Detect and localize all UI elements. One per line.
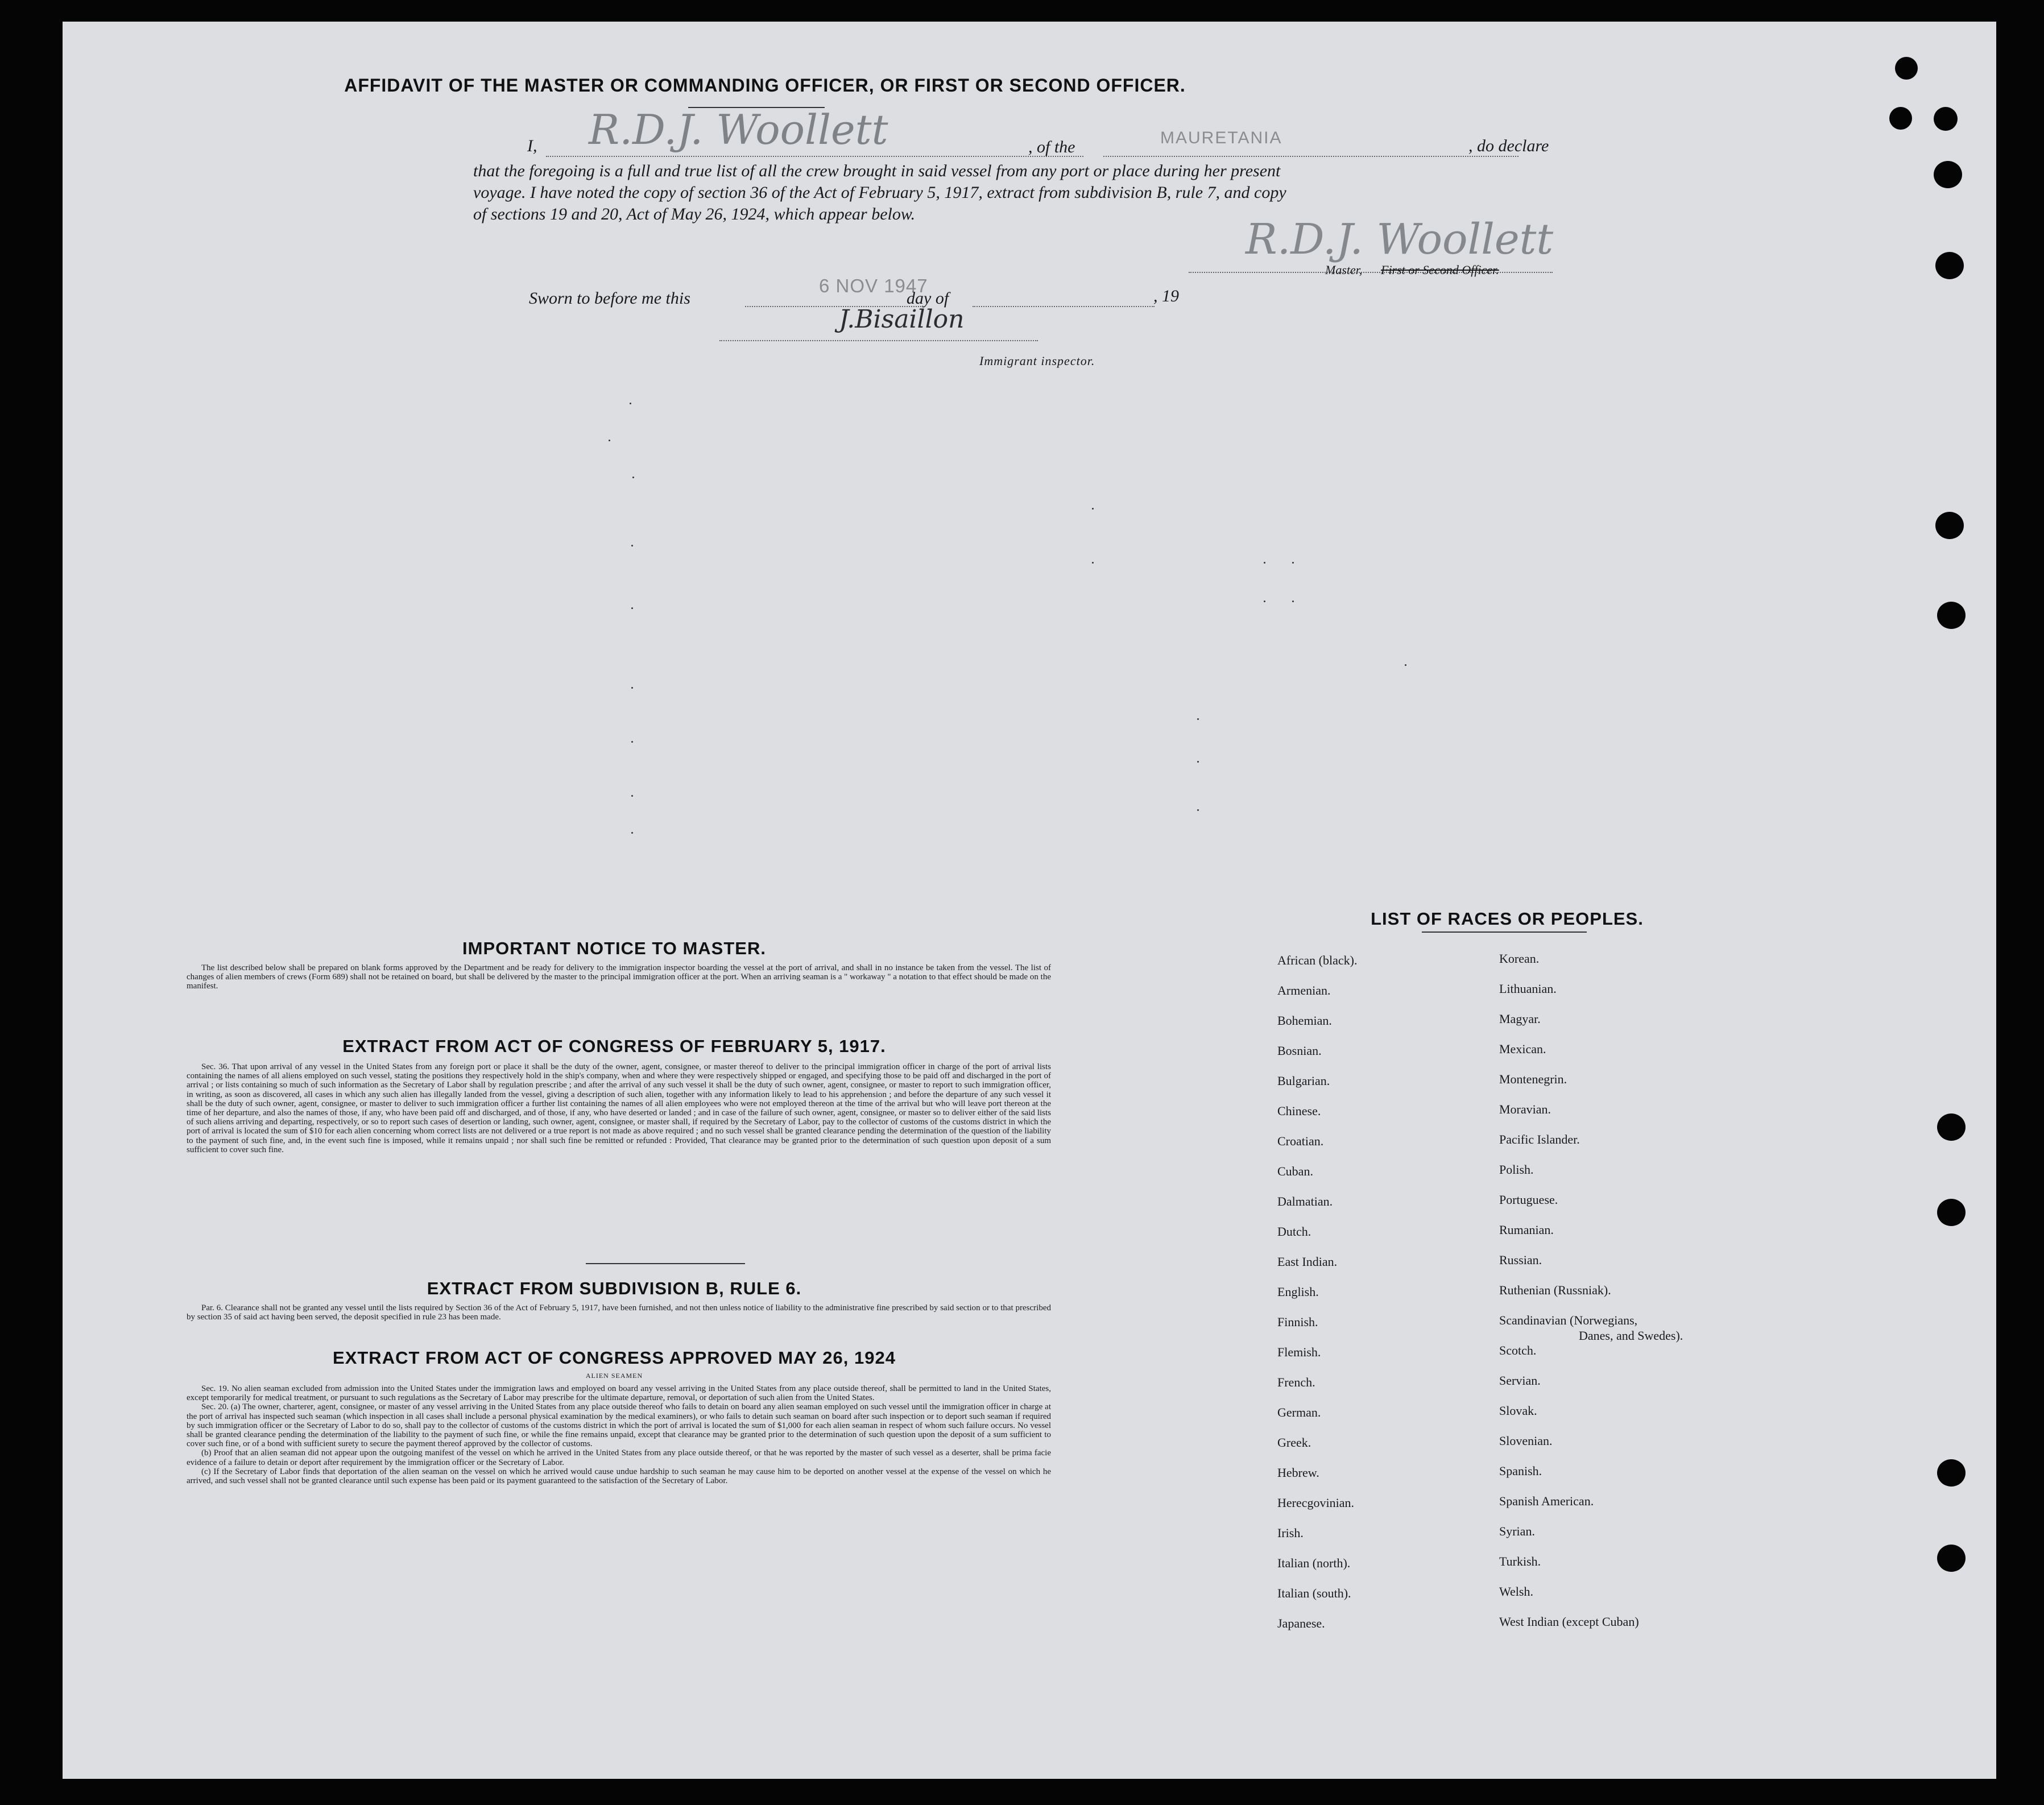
race-item: Spanish. [1499, 1464, 1542, 1478]
notice-body [187, 963, 1051, 991]
speck [1264, 562, 1265, 564]
extract-1924-body [187, 1384, 1051, 1485]
race-item: Cuban. [1277, 1164, 1313, 1178]
race-item: Ruthenian (Russniak). [1499, 1283, 1611, 1297]
race-item: Finnish. [1277, 1315, 1318, 1329]
race-item: East Indian. [1277, 1255, 1338, 1269]
race-item: Herecgovinian. [1277, 1496, 1354, 1510]
sec-20c-text: (c) If the Secretary of Labor finds that deportation of the alien seaman on the vessel on which he arrived would cause undue hardship to such seaman he may cause him to be deported on another vessel at the expense of the vessel on which he arrived, and such vessel shall not be granted clearance until such expense has been paid or its payment guaranteed to the satisfaction of the Secretary of Labor. [187, 1467, 1051, 1486]
document-page [63, 22, 1996, 1779]
speck [1197, 809, 1199, 811]
race-item: Magyar. [1499, 1012, 1541, 1026]
punch-hole [1895, 57, 1918, 80]
notice-text: The list described below shall be prepared on blank forms approved by the Department and be ready for delivery to the immigration inspector boarding the vessel at the port of arrival, and shall in no instance be taken from the vessel. The list of changes of alien members of crews (Form 689) shall not be retained on board, but shall be delivered by the master to the principal immigration officer at the port. When an arriving seaman is a " workaway " a notation to that effect should be made on the manifest. [187, 963, 1051, 991]
extract-rule6-text: Par. 6. Clearance shall not be granted any vessel until the lists required by Section 36 of the Act of February 5, 1917, have been furnished, and not then unless notice of liability to the administrative fine prescribed by said section or to that prescribed by section 35 of said act having been served, the deposit specified in rule 23 has been made. [187, 1303, 1051, 1322]
month-line [973, 306, 1155, 307]
vessel-name: MAURETANIA [1160, 129, 1282, 147]
struck-officer-label: First or Second Officer. [1381, 263, 1499, 277]
race-item: Montenegrin. [1499, 1072, 1567, 1086]
race-item: Bulgarian. [1277, 1074, 1330, 1088]
inspector-label: Immigrant inspector. [979, 354, 1095, 368]
punch-hole [1934, 161, 1962, 188]
name-line [546, 156, 1083, 157]
extract-1924-subtitle: ALIEN SEAMEN [585, 1372, 643, 1380]
extract-1917-body [187, 1062, 1051, 1154]
punch-hole [1934, 107, 1958, 131]
race-item: Slovak. [1499, 1404, 1537, 1418]
race-item: West Indian (except Cuban) [1499, 1614, 1639, 1629]
race-item: Scandinavian (Norwegians, [1499, 1313, 1638, 1327]
race-item: Flemish. [1277, 1345, 1321, 1359]
punch-hole [1889, 107, 1912, 130]
race-item: Slovenian. [1499, 1434, 1553, 1448]
speck [1197, 718, 1199, 720]
punch-hole [1937, 1199, 1966, 1226]
speck [631, 607, 633, 609]
speck [1092, 562, 1094, 564]
do-declare-label: , do declare [1468, 136, 1549, 155]
race-item: Scotch. [1499, 1343, 1537, 1357]
race-item: Dalmatian. [1277, 1194, 1333, 1208]
race-item: Croatian. [1277, 1134, 1324, 1148]
master-label: Master, [1325, 263, 1363, 277]
race-item: Chinese. [1277, 1104, 1321, 1118]
inspector-signature: J.Bisaillon [839, 305, 965, 334]
race-item: Polish. [1499, 1162, 1534, 1177]
punch-hole [1935, 512, 1964, 539]
races-title-rule [1422, 932, 1587, 933]
race-continuation: Danes, and Swedes). [1579, 1328, 1683, 1343]
speck [630, 403, 631, 404]
race-item: Greek. [1277, 1435, 1311, 1450]
race-item: Bosnian. [1277, 1044, 1322, 1058]
race-item: French. [1277, 1375, 1315, 1389]
race-item: Welsh. [1499, 1584, 1533, 1599]
speck [632, 477, 634, 478]
vessel-line [1103, 156, 1518, 157]
punch-hole [1937, 1113, 1966, 1141]
of-the-label: , of the [1028, 138, 1075, 156]
race-item: Hebrew. [1277, 1465, 1319, 1480]
extract-1924-title: EXTRACT FROM ACT OF CONGRESS APPROVED MAY 26, 1924 [333, 1348, 896, 1368]
punch-hole [1935, 252, 1964, 279]
speck [1405, 664, 1406, 666]
race-item: Servian. [1499, 1373, 1541, 1388]
extract-rule6-title: EXTRACT FROM SUBDIVISION B, RULE 6. [427, 1278, 802, 1298]
year-label: , 19 [1153, 287, 1179, 305]
punch-hole [1937, 602, 1966, 629]
race-item: English. [1277, 1285, 1319, 1299]
sworn-date-stamp: 6 NOV 1947 [819, 275, 928, 296]
speck [1292, 601, 1294, 602]
sec-20b-text: (b) Proof that an alien seaman did not appear upon the outgoing manifest of the vessel on which he arrived in the United States from any place outside thereof, or that he was reported by the master of such vessel as a deserter, shall be prima facie evidence of a failure to detain or deport after requirement by the immigration officer or the Secretary of Labor. [187, 1448, 1051, 1467]
race-item: Spanish American. [1499, 1494, 1594, 1508]
race-item: German. [1277, 1405, 1321, 1419]
races-title: LIST OF RACES OR PEOPLES. [1371, 909, 1644, 929]
sec-19-text: Sec. 19. No alien seaman excluded from admission into the United States under the immigration laws and employed on board any vessel arriving in the United States from any place outside thereof, shall be permitted to land in the United States, except temporarily for medical treatment, or pursuant to such regulations as the Secretary of Labor may prescribe for the ultimate departure, removal, or deportation of such alien from the United States. [187, 1384, 1051, 1403]
inspector-signature-line [719, 340, 1038, 341]
speck [631, 795, 633, 797]
race-item: Mexican. [1499, 1042, 1546, 1056]
declaration-line-1: that the foregoing is a full and true list of all the crew brought in said vessel from any port or place during her present [473, 162, 1281, 180]
race-item: Armenian. [1277, 983, 1331, 997]
race-item: Portuguese. [1499, 1193, 1558, 1207]
race-item: Bohemian. [1277, 1013, 1332, 1028]
extract-1917-title: EXTRACT FROM ACT OF CONGRESS OF FEBRUARY 5, 1917. [342, 1036, 886, 1056]
race-item: Russian. [1499, 1253, 1542, 1267]
notice-title: IMPORTANT NOTICE TO MASTER. [462, 938, 766, 958]
punch-hole [1937, 1459, 1966, 1487]
master-signature: R.D.J. Woollett [1246, 215, 1554, 264]
section-divider [586, 1263, 745, 1264]
race-item: Syrian. [1499, 1524, 1535, 1538]
i-label: I, [527, 136, 537, 155]
race-item: Lithuanian. [1499, 982, 1557, 996]
race-item: Irish. [1277, 1526, 1304, 1540]
speck [1197, 761, 1199, 763]
affidavit-title: AFFIDAVIT OF THE MASTER OR COMMANDING OFFICER, OR FIRST OR SECOND OFFICER. [344, 75, 1186, 96]
race-item: Italian (south). [1277, 1586, 1351, 1600]
race-item: Korean. [1499, 951, 1540, 966]
speck [631, 687, 633, 689]
extract-1917-text: Sec. 36. That upon arrival of any vessel in the United States from any foreign port or place it shall be the duty of the owner, agent, consignee, or master thereof to deliver to the principal immigration officer in charge of the port of arrival lists containing the names of all aliens employed on such vessel, stating the positions they respectively hold in the ship's company, when and where they were respectively shipped or engaged, and specifying those to be paid off and discharged in the port of arrival ; or lists containing so much of such information as the Secretary of Labor shall by regulation prescribe ; and after the arrival of any such vessel it shall be the duty of such owner, agent, consignee, or master to report to such immigration officer, in writing, as soon as discovered, all cases in which any such alien has illegally landed from the vessel, giving a description of such alien, together with any information likely to lead to his apprehension ; and before the departure of any such vessel it shall be the duty of such owner, agent, consignee, or master to deliver to such immigration officer a further list containing the names of all alien employees who were not employed thereon at the time of the arrival but who will leave port thereon at the time of her departure, and also the names of those, if any, who have been paid off and discharged, and of those, if any, who have deserted or landed ; and in case of the failure of such owner, agent, consignee, or master so to deliver either of the said lists of such aliens arriving and departing, respectively, or so to report such cases of desertion or landing, such owner, agent, consignee, or master shall, if required by the Secretary of Labor, pay to the collector of customs of the customs district in which the port of arrival is located the sum of $10 for each alien concerning whom correct lists are not delivered or a true report is not made as above required ; and no such vessel shall be granted clearance pending the determination of the question of the liability to the payment of such fine, and, in the event such fine is imposed, while it remains unpaid ; nor shall such fine be remitted or refunded : Provided, That clearance may be granted prior to the determination of such question upon deposit of a sum sufficient to cover such fine. [187, 1062, 1051, 1154]
speck [631, 741, 633, 743]
day-of-label: day of [907, 289, 949, 308]
speck [1264, 601, 1265, 602]
race-item: Pacific Islander. [1499, 1132, 1580, 1146]
declaration-line-3: of sections 19 and 20, Act of May 26, 1924, which appear below. [473, 205, 916, 223]
race-item: Japanese. [1277, 1616, 1325, 1630]
race-item: Rumanian. [1499, 1223, 1554, 1237]
speck [1092, 508, 1094, 510]
speck [631, 545, 633, 547]
declaration-line-2: voyage. I have noted the copy of section 36 of the Act of February 5, 1917, extract from subdivision B, rule 7, and copy [473, 183, 1286, 202]
speck [609, 440, 610, 441]
speck [631, 832, 633, 834]
race-item: Dutch. [1277, 1224, 1311, 1239]
master-name-signature: R.D.J. Woollett [589, 106, 888, 154]
race-item: Moravian. [1499, 1102, 1551, 1116]
race-item: Turkish. [1499, 1554, 1541, 1568]
race-item: African (black). [1277, 953, 1358, 967]
race-item: Italian (north). [1277, 1556, 1351, 1570]
speck [1292, 562, 1294, 564]
sworn-label: Sworn to before me this [529, 289, 690, 308]
punch-hole [1937, 1545, 1966, 1572]
extract-rule6-body [187, 1303, 1051, 1322]
sec-20a-text: Sec. 20. (a) The owner, charterer, agent, consignee, or master of any vessel arriving in the United States from any place outside thereof who fails to detain on board any alien seaman employed on such vessel until the immigration officer in charge at the port of arrival has inspected such seaman (which inspection in all cases shall include a personal physical examination by the medical examiners), or who fails to detain such seaman on board after such inspection or to deport such seaman if required by such immigration officer or the Secretary of Labor to do so, shall pay to the collector of customs of the customs district in which the port of arrival is located the sum of $1,000 for each alien seaman in respect of whom such failure occurs. No vessel shall be granted clearance pending the determination of the liability to the payment of such fine, or while the fine remains unpaid, except that clearance may be granted prior to the determination of such question upon the deposit of a sum sufficient to cover such fine, or of a bond with sufficient surety to secure the payment thereof approved by the collector of customs. [187, 1402, 1051, 1449]
